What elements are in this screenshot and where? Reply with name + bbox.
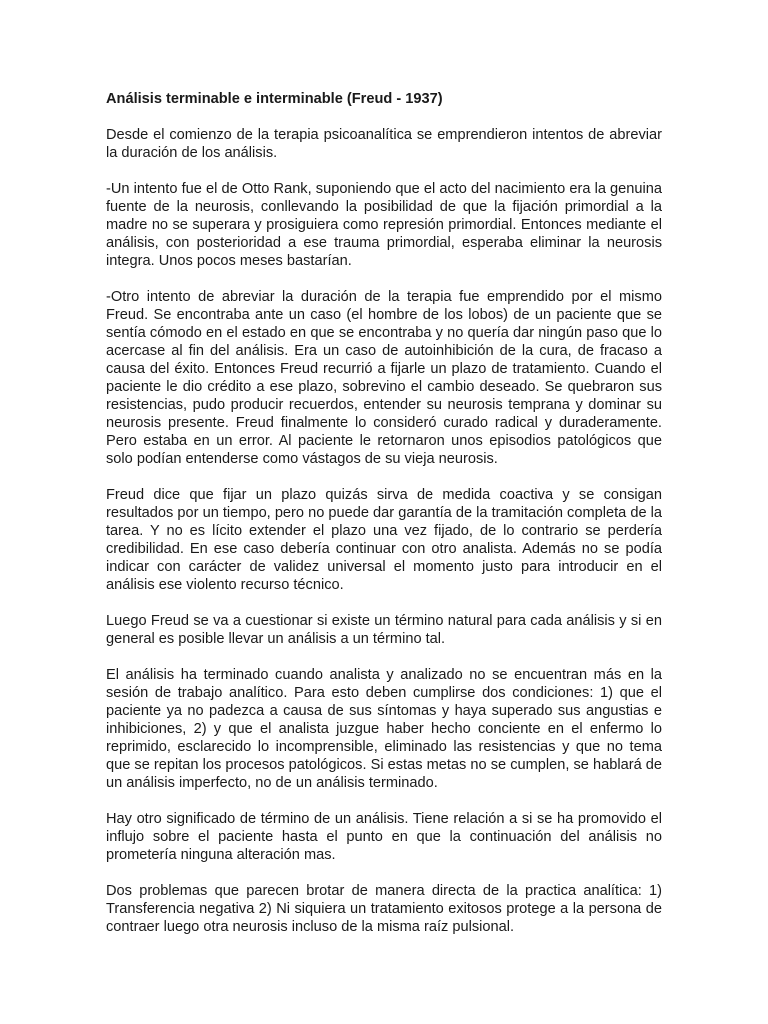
paragraph-intro: Desde el comienzo de la terapia psicoanalítica se emprendieron intentos de abreviar la duración de los análisis. xyxy=(106,127,662,161)
paragraph-freud-attempt: -Otro intento de abreviar la duración de la terapia fue emprendido por el mismo Freud. Se encontraba ante un caso (el hombre de los lobos) de un paciente que se sentía cómodo en el estado en que se encontraba y no quería dar ningún paso que lo acercase al fin del análisis. Era un caso de autoinhibición de la cura, de fracaso a causa del éxito. Entonces Freud recurrió a fijarle un plazo de tratamiento. Cuando el paciente le dio crédito a ese plazo, sobrevino el cambio deseado. Se quebraron sus resistencias, pudo producir recuerdos, entender su neurosis temprana y dominar su neurosis presente. Freud finalmente lo consideró curado radical y duraderamente. Pero estaba en un error. Al paciente le retornaron unos episodios patológicos que solo podían entenderse como vástagos de su vieja neurosis. xyxy=(106,289,662,467)
paragraph-otto-rank: -Un intento fue el de Otto Rank, suponiendo que el acto del nacimiento era la genuina fuente de la neurosis, conllevando la posibilidad de que la fijación primordial a la madre no se superara y prosiguiera como represión primordial. Entonces mediante el análisis, con posterioridad a ese trauma primordial, esperaba eliminar la neurosis integra. Unos pocos meses bastarían. xyxy=(106,181,662,269)
paragraph-plazo: Freud dice que fijar un plazo quizás sirva de medida coactiva y se consigan resultados por un tiempo, pero no puede dar garantía de la tramitación completa de la tarea. Y no es lícito extender el plazo una vez fijado, de lo contrario se perdería credibilidad. En ese caso debería continuar con otro analista. Además no se podía indicar con carácter de validez universal el momento justo para introducir en el análisis ese violento recurso técnico. xyxy=(106,487,662,593)
document-page xyxy=(106,90,662,954)
paragraph-termino-natural: Luego Freud se va a cuestionar si existe un término natural para cada análisis y si en general es posible llevar un análisis a un término tal. xyxy=(106,613,662,647)
document-title: Análisis terminable e interminable (Freud - 1937) xyxy=(106,91,443,107)
paragraph-analisis-terminado: El análisis ha terminado cuando analista y analizado no se encuentran más en la sesión de trabajo analítico. Para esto deben cumplirse dos condiciones: 1) que el paciente ya no padezca a causa de sus síntomas y haya superado sus angustias e inhibiciones, 2) y que el analista juzgue haber hecho conciente en el enfermo lo reprimido, esclarecido lo incomprensible, eliminado las resistencias y que no tema que se repitan los procesos patológicos. Si estas metas no se cumplen, se hablará de un análisis imperfecto, no de un análisis terminado. xyxy=(106,667,662,791)
paragraph-dos-problemas: Dos problemas que parecen brotar de manera directa de la practica analítica: 1) Transferencia negativa 2) Ni siquiera un tratamiento exitosos protege a la persona de contraer luego otra neurosis incluso de la misma raíz pulsional. xyxy=(106,883,662,935)
paragraph-otro-significado: Hay otro significado de término de un análisis. Tiene relación a si se ha promovido el influjo sobre el paciente hasta el punto en que la continuación del análisis no prometería ninguna alteración mas. xyxy=(106,811,662,863)
